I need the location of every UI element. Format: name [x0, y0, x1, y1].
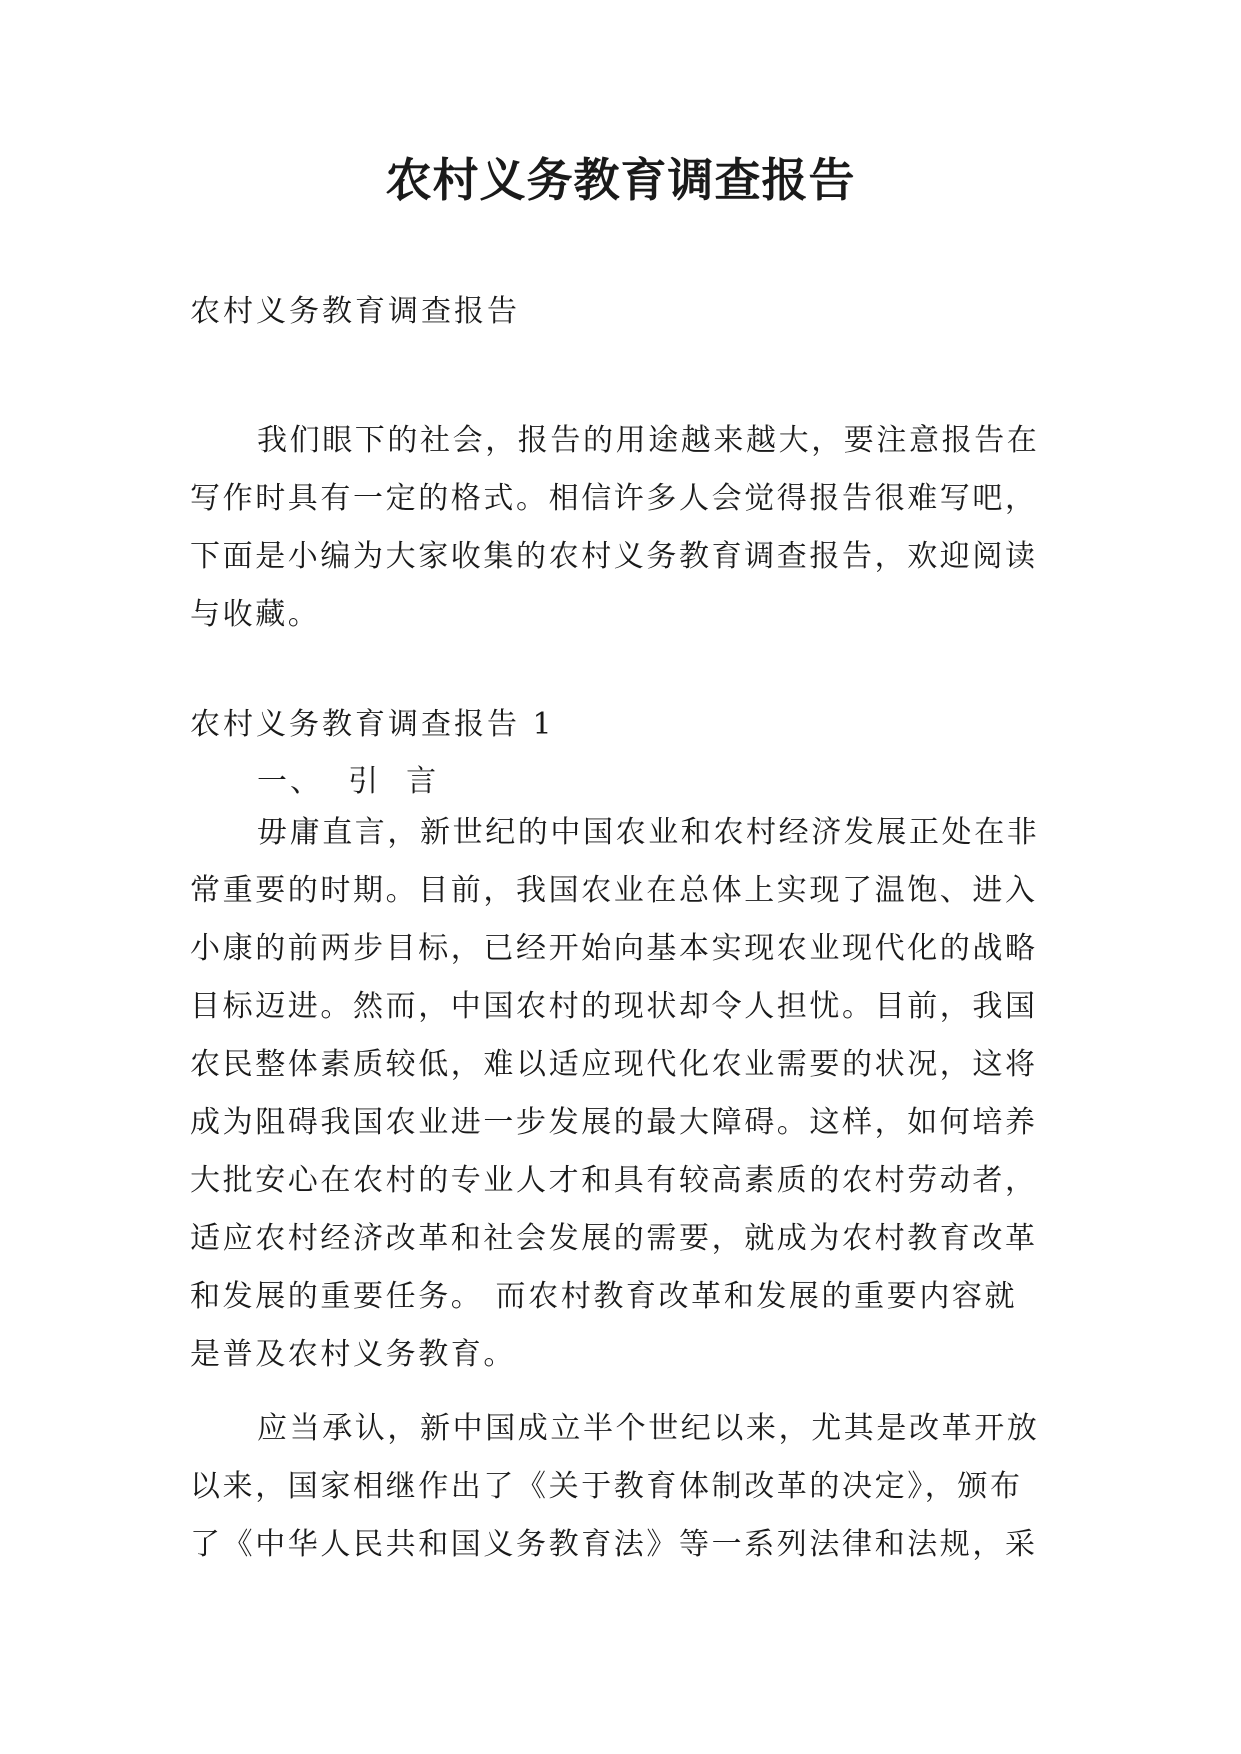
paragraph-line: 应当承认，新中国成立半个世纪以来，尤其是改革开放 — [257, 1411, 1040, 1446]
intro-line: 与收藏。 — [190, 597, 321, 632]
intro-line: 我们眼下的社会，报告的用途越来越大，要注意报告在 — [257, 423, 1040, 458]
section-heading-introduction: 一、 引 言 — [257, 764, 440, 799]
document-subtitle: 农村义务教育调查报告 — [190, 294, 520, 329]
paragraph-line: 常重要的时期。目前，我国农业在总体上实现了温饱、进入 — [190, 873, 1038, 908]
intro-line: 写作时具有一定的格式。相信许多人会觉得报告很难写吧， — [190, 481, 1038, 516]
intro-paragraph — [190, 412, 1060, 644]
paragraph-line: 是普及农村义务教育。 — [190, 1337, 516, 1372]
intro-line: 下面是小编为大家收集的农村义务教育调查报告，欢迎阅读 — [190, 539, 1038, 574]
paragraph-line: 小康的前两步目标，已经开始向基本实现农业现代化的战略 — [190, 931, 1038, 966]
paragraph-2 — [190, 1400, 1060, 1574]
paragraph-line: 毋庸直言，新世纪的中国农业和农村经济发展正处在非 — [257, 815, 1040, 850]
document-title: 农村义务教育调查报告 — [385, 153, 856, 207]
paragraph-line: 以来，国家相继作出了《关于教育体制改革的决定》，颁布 — [190, 1469, 1023, 1504]
section-title: 农村义务教育调查报告 1 — [190, 707, 555, 742]
paragraph-line: 农民整体素质较低，难以适应现代化农业需要的状况，这将 — [190, 1047, 1038, 1082]
paragraph-line: 目标迈进。然而，中国农村的现状却令人担忧。目前，我国 — [190, 989, 1038, 1024]
paragraph-line: 和发展的重要任务。 而农村教育改革和发展的重要内容就 — [190, 1279, 1018, 1314]
paragraph-1 — [190, 804, 1060, 1384]
paragraph-line: 成为阻碍我国农业进一步发展的最大障碍。这样，如何培养 — [190, 1105, 1038, 1140]
paragraph-line: 大批安心在农村的专业人才和具有较高素质的农村劳动者， — [190, 1163, 1038, 1198]
paragraph-line: 了《中华人民共和国义务教育法》等一系列法律和法规，采 — [190, 1527, 1038, 1562]
paragraph-line: 适应农村经济改革和社会发展的需要，就成为农村教育改革 — [190, 1221, 1038, 1256]
